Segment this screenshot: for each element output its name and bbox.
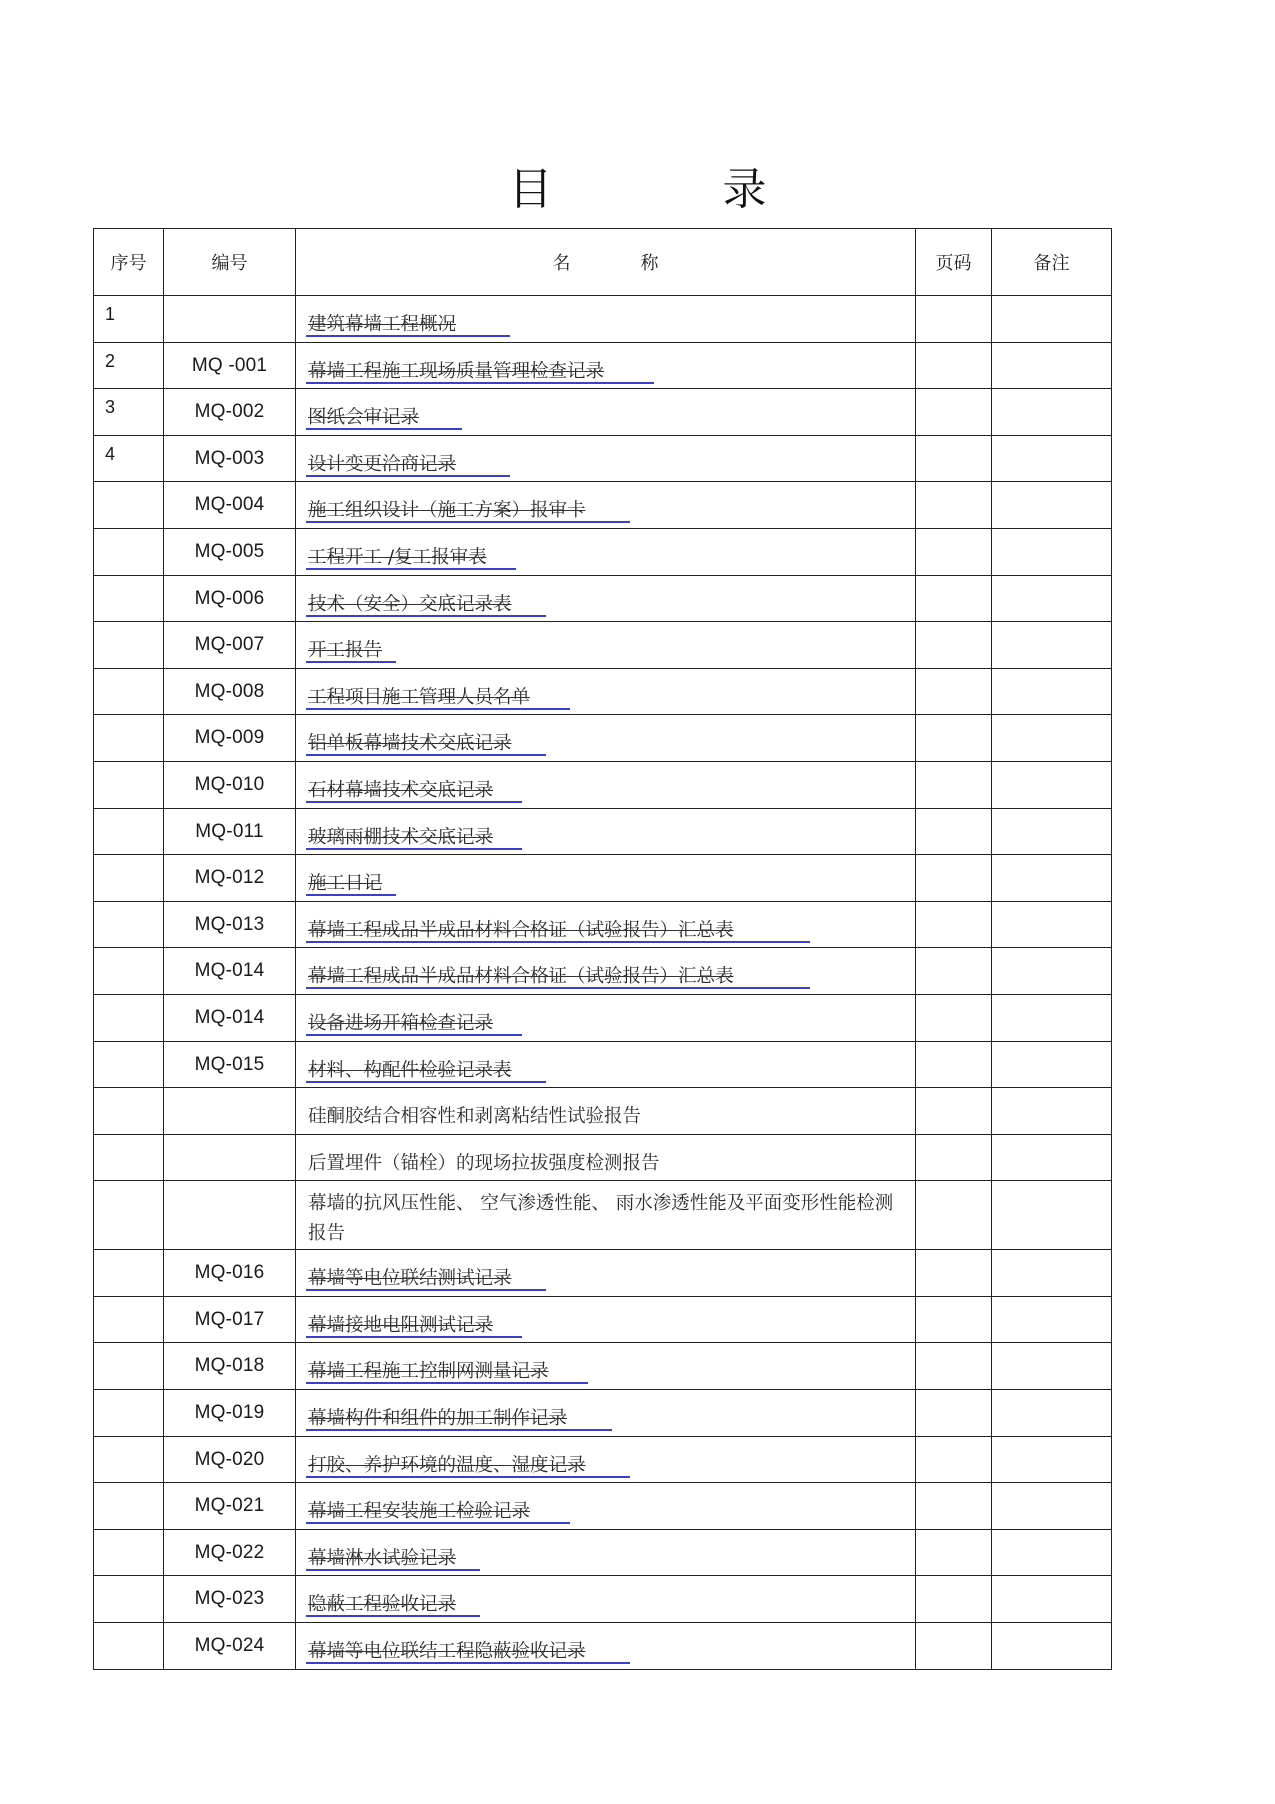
cell-code: MQ-009 <box>164 715 296 762</box>
cell-note <box>992 296 1112 343</box>
entry-title[interactable] <box>308 1544 480 1571</box>
table-row <box>94 1181 1112 1250</box>
entry-title-text: 幕墙工程安装施工检验记录 <box>308 1501 531 1523</box>
cell-note <box>992 1134 1112 1181</box>
table-row <box>94 1343 1112 1390</box>
cell-page <box>916 1250 992 1297</box>
cell-name[interactable] <box>296 1390 916 1437</box>
cell-note <box>992 1250 1112 1297</box>
entry-title-text: 幕墙工程成品半成品材料合格证（试验报告）汇总表 <box>308 966 734 988</box>
cell-name[interactable] <box>296 575 916 622</box>
cell-seq <box>94 715 164 762</box>
cell-code: MQ-013 <box>164 901 296 948</box>
cell-name[interactable] <box>296 482 916 529</box>
ink-underline <box>306 1289 546 1291</box>
cell-code: MQ-017 <box>164 1296 296 1343</box>
cell-note <box>992 1483 1112 1530</box>
cell-page <box>916 668 992 715</box>
cell-seq <box>94 1390 164 1437</box>
cell-page <box>916 1134 992 1181</box>
entry-title[interactable] <box>308 403 462 430</box>
cell-seq: 4 <box>94 435 164 482</box>
cell-page <box>916 296 992 343</box>
entry-title-text: 工程项目施工管理人员名单 <box>308 686 531 708</box>
ink-underline <box>306 661 396 663</box>
cell-name[interactable] <box>296 1576 916 1623</box>
cell-page <box>916 994 992 1041</box>
page-title <box>0 164 1275 215</box>
cell-note <box>992 808 1112 855</box>
cell-note <box>992 1041 1112 1088</box>
cell-code: MQ-019 <box>164 1390 296 1437</box>
ink-underline <box>306 1429 612 1431</box>
cell-name[interactable] <box>296 528 916 575</box>
entry-title[interactable] <box>308 357 654 384</box>
entry-title[interactable] <box>308 636 396 663</box>
cell-note <box>992 761 1112 808</box>
cell-code: MQ-003 <box>164 435 296 482</box>
table-row <box>94 528 1112 575</box>
header-seq: 序号 <box>94 229 164 296</box>
cell-code: MQ-024 <box>164 1623 296 1670</box>
cell-name[interactable] <box>296 715 916 762</box>
cell-page <box>916 1436 992 1483</box>
entry-title[interactable] <box>308 729 546 756</box>
cell-page <box>916 1041 992 1088</box>
cell-code: MQ-010 <box>164 761 296 808</box>
cell-code: MQ-021 <box>164 1483 296 1530</box>
cell-page <box>916 435 992 482</box>
cell-code <box>164 1181 296 1250</box>
table-row <box>94 1134 1112 1181</box>
entry-title[interactable] <box>308 1590 480 1617</box>
ink-underline <box>306 428 462 430</box>
table-row <box>94 668 1112 715</box>
entry-title-text: 幕墙等电位联结测试记录 <box>308 1268 512 1290</box>
table-row <box>94 901 1112 948</box>
entry-title[interactable] <box>308 1264 546 1291</box>
entry-title-text: 建筑幕墙工程概况 <box>308 314 457 335</box>
cell-seq <box>94 1343 164 1390</box>
cell-code: MQ-023 <box>164 1576 296 1623</box>
entry-title-text: 幕墙等电位联结工程隐蔽验收记录 <box>308 1641 586 1663</box>
table-row <box>94 1041 1112 1088</box>
entry-title[interactable] <box>308 450 510 477</box>
entry-title-text: 幕墙工程施工控制网测量记录 <box>308 1361 549 1383</box>
ink-underline <box>306 1615 480 1617</box>
entry-title[interactable] <box>308 590 546 617</box>
cell-seq <box>94 1623 164 1670</box>
table-row <box>94 808 1112 855</box>
cell-note <box>992 855 1112 902</box>
cell-seq: 3 <box>94 389 164 436</box>
table-body <box>94 296 1112 1670</box>
cell-name[interactable] <box>296 1250 916 1297</box>
table-row <box>94 715 1112 762</box>
header-name <box>296 229 916 296</box>
table-row <box>94 389 1112 436</box>
cell-seq <box>94 808 164 855</box>
entry-title[interactable] <box>308 916 810 943</box>
cell-seq <box>94 761 164 808</box>
table-row <box>94 575 1112 622</box>
header-name-char: 称 <box>640 253 659 274</box>
cell-seq <box>94 948 164 995</box>
cell-note <box>992 389 1112 436</box>
ink-underline <box>306 987 810 989</box>
ink-underline <box>306 1662 630 1664</box>
cell-code: MQ-016 <box>164 1250 296 1297</box>
cell-seq <box>94 528 164 575</box>
table-row <box>94 855 1112 902</box>
cell-name[interactable] <box>296 1181 916 1250</box>
table-row <box>94 1529 1112 1576</box>
cell-page <box>916 808 992 855</box>
cell-name[interactable] <box>296 1623 916 1670</box>
cell-name[interactable] <box>296 622 916 669</box>
cell-code: MQ-014 <box>164 948 296 995</box>
cell-code: MQ-022 <box>164 1529 296 1576</box>
entry-title-text: 材料、构配件检验记录表 <box>308 1059 512 1081</box>
cell-code: MQ-015 <box>164 1041 296 1088</box>
entry-title[interactable] <box>308 1056 546 1083</box>
cell-code: MQ -001 <box>164 342 296 389</box>
cell-seq <box>94 1088 164 1135</box>
cell-seq: 2 <box>94 342 164 389</box>
table-row <box>94 1250 1112 1297</box>
cell-name[interactable] <box>296 1088 916 1135</box>
header-row <box>94 229 1112 296</box>
ink-underline <box>306 521 630 523</box>
ink-underline <box>306 941 810 943</box>
entry-title-text: 开工报告 <box>308 640 383 662</box>
entry-title-text: 幕墙工程施工现场质量管理检查记录 <box>308 360 605 382</box>
cell-note <box>992 1529 1112 1576</box>
entry-title-text: 技术（安全）交底记录表 <box>308 593 512 615</box>
entry-title-text: 打胶、养护环境的温度、湿度记录 <box>308 1454 586 1476</box>
cell-seq <box>94 482 164 529</box>
entry-title-text: 石材幕墙技术交底记录 <box>308 779 494 801</box>
cell-page <box>916 482 992 529</box>
entry-title[interactable] <box>308 776 522 803</box>
cell-name[interactable] <box>296 855 916 902</box>
cell-name[interactable] <box>296 296 916 343</box>
cell-seq <box>94 668 164 715</box>
cell-name[interactable] <box>296 1529 916 1576</box>
entry-title-text: 施工组织设计（施工方案）报审卡 <box>308 500 586 522</box>
cell-name[interactable] <box>296 761 916 808</box>
cell-seq <box>94 901 164 948</box>
table-row <box>94 296 1112 343</box>
cell-code: MQ-018 <box>164 1343 296 1390</box>
cell-name[interactable] <box>296 901 916 948</box>
ink-underline <box>306 708 570 710</box>
table-row <box>94 342 1112 389</box>
cell-note <box>992 435 1112 482</box>
cell-seq <box>94 1250 164 1297</box>
cell-code: MQ-004 <box>164 482 296 529</box>
cell-page <box>916 1088 992 1135</box>
toc-table <box>93 228 1112 1670</box>
cell-note <box>992 1623 1112 1670</box>
cell-page <box>916 1390 992 1437</box>
cell-page <box>916 1343 992 1390</box>
entry-title[interactable] <box>308 1404 612 1431</box>
cell-name[interactable] <box>296 342 916 389</box>
cell-page <box>916 575 992 622</box>
entry-title[interactable] <box>308 1009 522 1036</box>
cell-name[interactable] <box>296 435 916 482</box>
cell-page <box>916 1623 992 1670</box>
ink-underline <box>306 1382 588 1384</box>
cell-note <box>992 1343 1112 1390</box>
cell-page <box>916 855 992 902</box>
entry-title-text: 幕墙接地电阻测试记录 <box>308 1314 494 1336</box>
entry-title-text: 设计变更洽商记录 <box>308 453 457 475</box>
entry-title[interactable] <box>308 1311 522 1338</box>
header-page: 页码 <box>916 229 992 296</box>
title-char: 录 <box>722 164 767 215</box>
entry-title[interactable] <box>308 1189 905 1249</box>
entry-title-text: 硅酮胶结合相容性和剥离粘结性试验报告 <box>308 1106 642 1128</box>
table-row <box>94 761 1112 808</box>
cell-seq <box>94 1436 164 1483</box>
cell-name[interactable] <box>296 1134 916 1181</box>
ink-underline <box>306 894 396 896</box>
cell-code: MQ-012 <box>164 855 296 902</box>
cell-name[interactable] <box>296 668 916 715</box>
cell-code <box>164 1134 296 1181</box>
cell-note <box>992 948 1112 995</box>
cell-code: MQ-006 <box>164 575 296 622</box>
cell-seq <box>94 1181 164 1250</box>
table-header <box>94 229 1112 296</box>
cell-name[interactable] <box>296 1436 916 1483</box>
cell-seq <box>94 575 164 622</box>
cell-code <box>164 296 296 343</box>
cell-seq <box>94 1296 164 1343</box>
entry-title[interactable] <box>308 823 522 850</box>
cell-page <box>916 948 992 995</box>
cell-note <box>992 1436 1112 1483</box>
cell-page <box>916 1181 992 1250</box>
cell-page <box>916 389 992 436</box>
ink-underline <box>306 1569 480 1571</box>
ink-underline <box>306 801 522 803</box>
header-note: 备注 <box>992 229 1112 296</box>
ink-underline <box>306 1522 570 1524</box>
entry-title[interactable] <box>308 962 810 989</box>
table-row <box>94 1436 1112 1483</box>
cell-seq <box>94 1576 164 1623</box>
cell-name[interactable] <box>296 994 916 1041</box>
entry-title-text: 隐蔽工程验收记录 <box>308 1594 457 1616</box>
cell-code: MQ-008 <box>164 668 296 715</box>
header-code: 编号 <box>164 229 296 296</box>
cell-seq <box>94 1483 164 1530</box>
table-row <box>94 1483 1112 1530</box>
cell-code: MQ-007 <box>164 622 296 669</box>
cell-name[interactable] <box>296 1041 916 1088</box>
cell-seq <box>94 855 164 902</box>
cell-seq <box>94 1529 164 1576</box>
cell-page <box>916 528 992 575</box>
cell-page <box>916 1529 992 1576</box>
cell-page <box>916 1576 992 1623</box>
table-row <box>94 622 1112 669</box>
cell-note <box>992 994 1112 1041</box>
cell-note <box>992 901 1112 948</box>
cell-page <box>916 622 992 669</box>
cell-page <box>916 715 992 762</box>
entry-title[interactable] <box>308 869 396 896</box>
entry-title[interactable] <box>308 310 510 337</box>
cell-page <box>916 761 992 808</box>
cell-note <box>992 1390 1112 1437</box>
cell-seq: 1 <box>94 296 164 343</box>
entry-title[interactable] <box>308 543 516 570</box>
entry-title[interactable] <box>308 1497 570 1524</box>
cell-seq <box>94 994 164 1041</box>
cell-code: MQ-014 <box>164 994 296 1041</box>
cell-code: MQ-011 <box>164 808 296 855</box>
entry-title-text: 设备进场开箱检查记录 <box>308 1012 494 1034</box>
cell-name[interactable] <box>296 948 916 995</box>
ink-underline <box>306 1336 522 1338</box>
table-row <box>94 482 1112 529</box>
cell-note <box>992 715 1112 762</box>
entry-title-text: 玻璃雨棚技术交底记录 <box>308 826 494 848</box>
cell-page <box>916 1296 992 1343</box>
entry-title-text: 后置埋件（锚栓）的现场拉拔强度检测报告 <box>308 1152 660 1174</box>
cell-name[interactable] <box>296 389 916 436</box>
entry-title[interactable] <box>308 1149 660 1175</box>
cell-note <box>992 482 1112 529</box>
entry-title-text: 幕墙淋水试验记录 <box>308 1547 457 1569</box>
table-row <box>94 435 1112 482</box>
ink-underline <box>306 475 510 477</box>
cell-name[interactable] <box>296 808 916 855</box>
header-name-char: 名 <box>552 253 571 274</box>
cell-note <box>992 575 1112 622</box>
cell-note <box>992 1088 1112 1135</box>
cell-seq <box>94 622 164 669</box>
cell-note <box>992 1296 1112 1343</box>
table-row <box>94 1576 1112 1623</box>
entry-title[interactable] <box>308 1451 630 1478</box>
table-row <box>94 1088 1112 1135</box>
cell-code: MQ-005 <box>164 528 296 575</box>
cell-code: MQ-020 <box>164 1436 296 1483</box>
entry-title-text: 工程开工 /复工报审表 <box>308 546 487 568</box>
entry-title-text: 施工日记 <box>308 873 383 895</box>
table-row <box>94 1296 1112 1343</box>
table-row <box>94 994 1112 1041</box>
cell-page <box>916 1483 992 1530</box>
entry-title-text: 图纸会审记录 <box>308 407 420 429</box>
cell-note <box>992 1576 1112 1623</box>
cell-code <box>164 1088 296 1135</box>
entry-title[interactable] <box>308 496 630 523</box>
table-row <box>94 1623 1112 1670</box>
cell-name[interactable] <box>296 1296 916 1343</box>
entry-title[interactable] <box>308 1357 588 1384</box>
table-row <box>94 948 1112 995</box>
entry-title[interactable] <box>308 683 570 710</box>
cell-note <box>992 622 1112 669</box>
entry-title-text: 铝单板幕墙技术交底记录 <box>308 733 512 755</box>
cell-seq <box>94 1041 164 1088</box>
ink-underline <box>306 1034 522 1036</box>
entry-title[interactable] <box>308 1102 641 1128</box>
entry-title[interactable] <box>308 1637 630 1664</box>
ink-underline <box>306 568 516 570</box>
cell-note <box>992 1181 1112 1250</box>
ink-underline <box>306 335 510 337</box>
title-char: 目 <box>508 164 553 215</box>
cell-seq <box>94 1134 164 1181</box>
cell-note <box>992 528 1112 575</box>
entry-title-text: 幕墙构件和组件的加工制作记录 <box>308 1408 568 1430</box>
cell-page <box>916 901 992 948</box>
entry-title-text: 幕墙的抗风压性能、 空气渗透性能、 雨水渗透性能及平面变形性能检测报告 <box>308 1193 894 1245</box>
entry-title-text: 幕墙工程成品半成品材料合格证（试验报告）汇总表 <box>308 919 734 941</box>
cell-note <box>992 342 1112 389</box>
cell-name[interactable] <box>296 1483 916 1530</box>
cell-code: MQ-002 <box>164 389 296 436</box>
ink-underline <box>306 754 546 756</box>
cell-note <box>992 668 1112 715</box>
cell-name[interactable] <box>296 1343 916 1390</box>
table-row <box>94 1390 1112 1437</box>
cell-page <box>916 342 992 389</box>
